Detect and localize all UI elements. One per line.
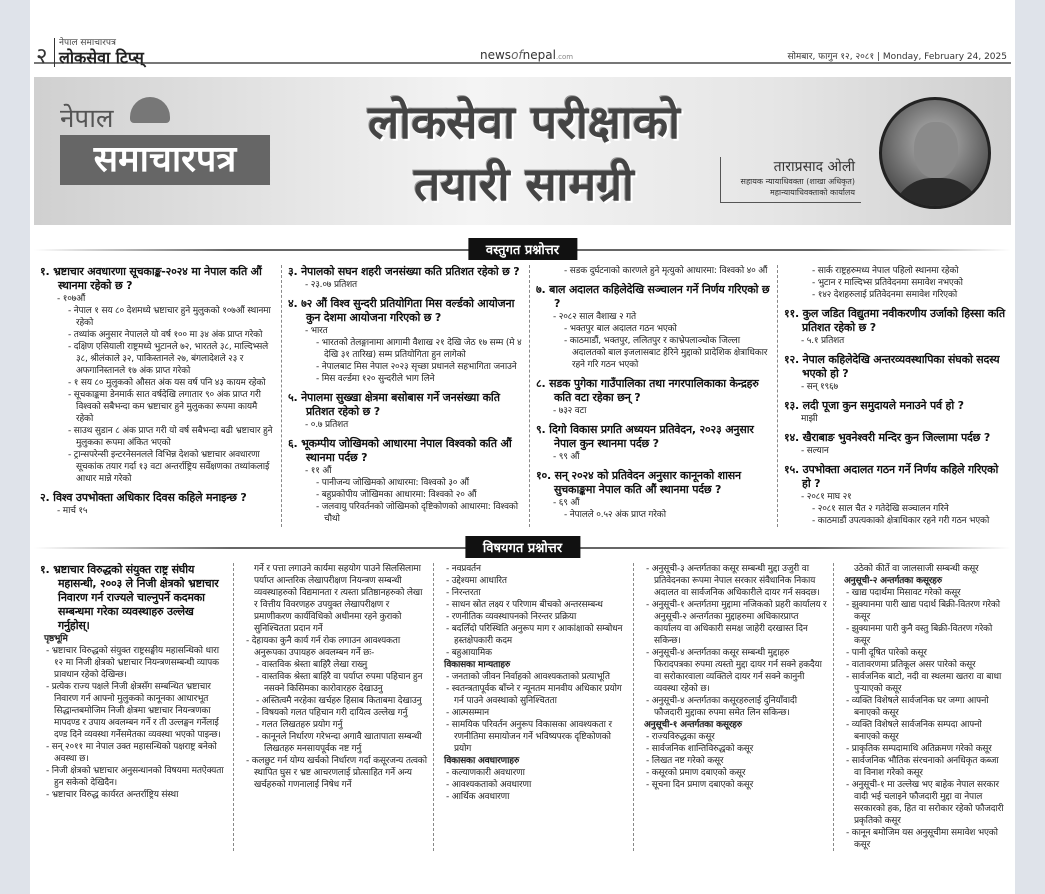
- site-logo: [480, 48, 573, 62]
- answer: - व्यक्ति विशेषले सार्वजनिक घर जग्गा आफ्नो बनाएको कसूर: [846, 696, 989, 718]
- answer-detail: - कानूनले निर्धारण गरेभन्दा अगावै खातापाता सम्बन्धी लिखतहरु मनसायपूर्वक नष्ट गर्नु: [256, 732, 422, 754]
- answer: - आर्थिक अवधारणा: [446, 792, 510, 802]
- column: [530, 265, 778, 527]
- section-sub: नेपाल समाचारपत्र: [59, 38, 117, 48]
- answer-detail: - काठमाडौं, भक्तपुर, ललितपुर र काभ्रेपलाञ्चोक जिल्ला अदालतको बाल इजलासबाट हेरिने मुद्दाको प्रादेशिक क्षेत्राधिकार रहने गरि गठन भएको: [564, 336, 768, 370]
- site-part: nepal: [522, 48, 556, 62]
- question: ४. ७२ औं विश्व सुन्दरी प्रतियोगिता मिस वर्ल्डको आयोजना कुन देशमा आयोजना गरिएको छ ?: [288, 297, 515, 324]
- answer-detail: - बहुप्रकोपीय जोखिमका आधारमा: विश्वको २० औं: [316, 490, 477, 500]
- answer-detail: - तथ्यांक अनुसार नेपालले यो वर्ष १०० मा ३४ अंक प्राप्त गरेको: [68, 330, 263, 340]
- answer-detail: - मिस वर्ल्डमा १२० सुन्दरीले भाग लिने: [316, 374, 435, 384]
- subheading: अनुसूची-१ अन्तर्गतका कसूरहरु: [644, 720, 742, 730]
- answer: - उद्देश्यमा आधारित: [446, 576, 507, 586]
- answer-detail: - वास्तविक श्रेस्ता बाहिरै लेखा राख्नु: [256, 660, 368, 670]
- answer: - भ्रष्टाचार विरुद्ध कार्यरत अन्तर्राष्ट्रिय संस्था: [46, 790, 179, 800]
- answer-detail: - २०८१ साल चैत २ गतेदेखि सञ्चालन गरिने: [812, 504, 949, 514]
- column: [282, 265, 530, 527]
- column: [834, 563, 1011, 851]
- column: [634, 563, 834, 851]
- answer: - जनताको जीवन निर्वाहको आवश्यकताको प्रत्याभूति: [446, 672, 610, 682]
- answer: - नवप्रवर्तन: [446, 564, 481, 574]
- answer: - ९९ औं: [553, 452, 580, 462]
- answer: - अनुसूची-३ अन्तर्गतका कसूर सम्बन्धी मुद्दा उजुरी वा प्रतिवेदनका रूपमा नेपाल सरकार संवैधानिक निकाय अदालत वा सार्वजनिक अधिकारीले दायर गर्न सक्दछ।: [646, 564, 820, 598]
- answer-detail: - भारतको तेलङ्गानामा आगामी वैशाख २१ देखि जेठ १७ सम्म (मे ४ देखि ३१ तारिख) सम्म प्रतियोगिता हुन लागेको: [316, 338, 522, 360]
- logo-top: नेपाल: [60, 104, 114, 134]
- site-part: news: [480, 48, 512, 62]
- column: [34, 265, 282, 527]
- question: १५. उपभोक्ता अदालत गठन गर्ने निर्णय कहिले गरिएको हो ?: [784, 463, 999, 490]
- section-heading: वस्तुगत प्रश्नोत्तर: [468, 238, 577, 260]
- subheading: विकासका मान्यताहरु: [444, 660, 511, 670]
- answer: - कसूरको प्रमाण दबाएको कसूर: [646, 768, 746, 778]
- answer-detail: - वास्तविक श्रेस्ता बाहिरै वा पर्याप्त रुपमा पहिचान हुन नसक्ने किसिमका कारोवारहरु देखाउनु: [256, 672, 423, 694]
- question: ३. नेपालको सघन शहरी जनसंख्या कति प्रतिशत रहेको छ ?: [288, 265, 520, 278]
- answer: - सार्वजनिक बाटो, नदी वा स्थलमा खतरा वा बाधा पुर्‍याएको कसूर: [846, 672, 1002, 694]
- answer-detail: - भक्तपुर बाल अदालत गठन भएको: [564, 324, 677, 334]
- answer: - ५.१ प्रतिशत: [801, 336, 845, 346]
- answer-detail: - नेपालबाट मिस नेपाल २०२३ सृच्छा प्रधानले सहभागिता जनाउने: [316, 362, 517, 372]
- title-line: लोकसेवा परीक्षाको: [367, 95, 681, 149]
- answer-detail: - सडक दुर्घटनाको कारणले हुने मृत्युको आधारमा: विश्वको ४० औं: [564, 266, 768, 276]
- answer: - ७३२ वटा: [553, 406, 587, 416]
- column: [34, 563, 234, 851]
- objective-columns: [34, 265, 1011, 527]
- page-header: [34, 38, 1011, 69]
- answer-detail: - ट्रान्सपरेन्सी इन्टरनेसनलले विभिन्न देशको भ्रष्टाचार अवधारणा सूचकांक तयार गर्दा १३ वटा अन्तर्राष्ट्रिय सर्वेक्षणका तथ्यांकलाई आधार मान्ने गरेको: [68, 450, 270, 484]
- answer: - सन् २०११ मा नेपाल उक्त महासन्धिको पक्षराष्ट्र बनेको अवस्था छ।: [46, 742, 217, 764]
- question: १२. नेपाल कहिलेदेखि अन्तरव्यवस्थापिका संघको सदस्य भएको हो ?: [784, 353, 1000, 380]
- subheading: पृष्ठभूमि: [44, 634, 68, 644]
- answer-detail: - सूचकाङ्कमा डेनमार्क सात वर्षदेखि लगातार ९० अंक प्राप्त गरी विश्वको सबैभन्दा कम भ्रष्टाचार हुने मुलुकका रूपमा कायमै रहेको: [68, 390, 261, 424]
- paragraph: उठेको कीर्ते वा जालसाजी सम्बन्धी कसूर: [854, 564, 979, 574]
- author-name: ताराप्रसाद ओली: [773, 159, 855, 175]
- answer: - सार्वजनिक भौतिक संरचनाको अनधिकृत कब्जा वा विनाश गरेको कसूर: [846, 756, 999, 778]
- answer: - झुक्यानमा पारी खाद्य पदार्थ बिक्री-वितरण गरेको कसूर: [846, 600, 1000, 622]
- answer: - कलछुट गर्न योग्य खर्चको निर्धारण गर्दा कसूरजन्य तत्वको स्थापित घुस र भ्रष्ट आचरणलाई प्रोत्साहित गर्ने अन्य खर्चहरुको गणनालाई निषेध गर्ने: [246, 756, 427, 790]
- answer: - अनुसूची-१ मा उल्लेख भए बाहेक नेपाल सरकार वादी भई चलाइने फौजदारी मुद्दा वा नेपाल सरकारको हक, हित वा सरोकार रहेको फौजदारी प्रकृतिको कसूर: [846, 780, 1004, 826]
- answer-detail: - दक्षिण एसियाली राष्ट्रमध्ये भुटानले ७२, भारतले ३८, माल्दिभ्सले ३८, श्रीलंकाले ३२, पाकिस्तानले २७, बंगलादेशले २३ र अफगानिस्तानले १७ अंक प्राप्त गरेको: [68, 342, 268, 376]
- answer-detail: - काठमाडौं उपत्यकाको क्षेत्राधिकार रहने गरी गठन भएको: [812, 516, 990, 526]
- answer-detail: - भुटान र माल्दिभ्स प्रतिवेदनमा समावेश नभएको: [812, 278, 963, 288]
- subjective-section-header: [34, 541, 1011, 556]
- newspaper-page: [30, 0, 1015, 894]
- subheading: अनुसूची-२ अन्तर्गतका कसूरहरु: [844, 576, 942, 586]
- question: ६. भूकम्पीय जोखिमको आधारमा नेपाल विश्वको कति औं स्थानमा पर्दछ ?: [288, 437, 512, 464]
- answer-detail: - जलवायु परिवर्तनको जोखिमको दृष्टिकोणको आधारमा: विश्वको चौथो: [316, 502, 518, 524]
- subheading: विकासका अवधारणाहरु: [444, 756, 520, 766]
- section-title: लोकसेवा टिप्स्: [59, 48, 144, 67]
- emblem-icon: [130, 97, 170, 123]
- question: ५. नेपालमा सुख्खा क्षेत्रमा बसोबास गर्ने जनसंख्या कति प्रतिशत रहेको छ ?: [288, 391, 500, 418]
- answer: - मार्च १५: [57, 506, 88, 516]
- answer: - लिखत नष्ट गरेको कसूर: [646, 756, 724, 766]
- answer: - साधन स्रोत लक्ष्य र परिणाम बीचको अन्तरसम्बन्ध: [446, 600, 603, 610]
- answer: - भ्रष्टाचार विरुद्धको संयुक्त राष्ट्रसङ्घीय महासन्धिको धारा १२ मा निजी क्षेत्रको भ्रष्टाचार नियन्त्रणसम्बन्धी व्यापक प्रावधान रहेको देखिन्छ।: [46, 646, 219, 680]
- answer: - २०८१ माघ २१: [801, 492, 852, 502]
- answer: - बहुआयामिक: [446, 648, 492, 658]
- answer: - वातावरणमा प्रतिकूल असर पारेको कसूर: [846, 660, 976, 670]
- title-line: तयारी सामग्री: [414, 157, 634, 211]
- column: [434, 563, 634, 851]
- answer-detail: - विषयको गलत पहिचान गरी दायित्व उल्लेख गर्नु: [256, 708, 408, 718]
- banner-title: [324, 91, 724, 215]
- content-sections: [34, 238, 1011, 851]
- answer-detail: - गलत लिखतहरु प्रयोग गर्नु: [256, 720, 343, 730]
- answer: - निरन्तरता: [446, 588, 481, 598]
- answer: - २३.०७ प्रतिशत: [305, 280, 357, 290]
- answer: - झुक्यानमा पारी कुनै वस्तु बिक्री-वितरण गरेको कसूर: [846, 624, 993, 646]
- objective-section-header: [34, 243, 1011, 258]
- section-heading: विषयगत प्रश्नोत्तर: [465, 536, 580, 558]
- question: ७. बाल अदालत कहिलेदेखि सञ्चालन गर्ने निर्णय गरिएको छ ?: [536, 283, 770, 310]
- answer: - प्रत्येक राज्य पक्षले निजी क्षेत्रसँग सम्बन्धित भ्रष्टाचार निवारण गर्न आफ्नो मुलुकको कानूनका आधारभूत सिद्धान्तबमोजिम निजी क्षेत्रमा भ्रष्टाचार नियन्त्रणका मापदण्ड र उपाय अवलम्बन गर्ने र ती उल्लङ्घन गर्नेलाई दण्ड दिने व्यवस्था गर्नेसमेतका व्यवस्था भएको पाइन्छ।: [46, 682, 221, 740]
- banner: [34, 77, 1011, 225]
- answer: - अनुसूची-४ अन्तर्गतका कसूरहरुलाई दुनियाँवादी फौजदारी मुद्दाका रुपमा समेत लिन सकिन्छ।: [646, 696, 797, 718]
- answer: - खाद्य पदार्थमा मिसावट गरेको कसूर: [846, 588, 961, 598]
- answer: - कानून बमोजिम यस अनुसूचीमा समावेश भएको कसूर: [846, 828, 998, 850]
- answer: - सूचना दिन प्रमाण दबाएको कसूर: [646, 780, 754, 790]
- answer: - प्राकृतिक सम्पदामाथि अतिक्रमण गरेको कसूर: [846, 744, 992, 754]
- answer: - बदलिँदो परिस्थिति अनुरूप माग र आकांक्षाको सम्बोधन हस्तक्षेपकारी कदम: [446, 624, 623, 646]
- page-number: २: [36, 44, 48, 69]
- answer-detail: - नेपाल १ सय ८० देशमध्ये भ्रष्टाचार हुने मुलुकको १०७औं स्थानमा रहेको: [68, 306, 271, 328]
- answer: - सल्यान: [801, 446, 829, 456]
- answer: - राज्यविरुद्धका कसूर: [646, 732, 715, 742]
- answer: - व्यक्ति विशेषले सार्वजनिक सम्पदा आफ्नो बनाएको कसूर: [846, 720, 982, 742]
- answer-detail: - १ सय ८० मुलुकको औसत अंक यस वर्ष पनि ४३ कायम रहेको: [68, 378, 266, 388]
- author-role: सहायक न्यायाधिवक्ता (शाखा अधिकृत): [740, 177, 855, 186]
- column: [234, 563, 434, 851]
- question: ८. सडक पुगेका गाउँपालिका तथा नगरपालिकाका केन्द्रहरु कति वटा रहेका छन् ?: [536, 377, 759, 404]
- author-photo: [879, 97, 991, 209]
- question: १३. लदी पूजा कुन समुदायले मनाउने पर्व हो ?: [784, 399, 964, 412]
- answer: - सामयिक परिवर्तन अनुरूप विकासका आवश्यकता र रणनीतिमा समायोजन गर्ने भविष्यपरक दृष्टिकोणको प्रयोग: [446, 720, 612, 754]
- answer: - ६९ औं: [553, 498, 580, 508]
- author-office: महान्यायाधिवक्ताको कार्यालय: [770, 188, 855, 197]
- answer: - पानी दूषित पारेको कसूर: [846, 648, 927, 658]
- site-part: .com: [555, 53, 574, 61]
- answer: - अनुसूची-४ अन्तर्गतका कसूर सम्बन्धी मुद्दाहरु फिरादपत्रका रुपमा त्यस्तो मुद्दा दायर गर्न सक्ने हकदैया वा सरोकारवाला व्यक्तिले दायर गर्न सक्ने कानुनी व्यवस्था रहेको छ।: [646, 648, 822, 694]
- subjective-columns: [34, 563, 1011, 851]
- issue-date: सोमबार, फागुन १२, २०८१ | Monday, February 24, 2025: [787, 52, 1007, 62]
- question: १. भ्रष्टाचार अवधारणा सूचकाङ्क-२०२४ मा नेपाल कति औं स्थानमा रहेको छ ?: [40, 265, 262, 292]
- question: १४. खैराबाङ भुवनेश्वरी मन्दिर कुन जिल्लामा पर्दछ ?: [784, 431, 991, 444]
- answer: - १०७औं: [57, 294, 86, 304]
- author-box: [720, 157, 861, 203]
- answer-detail: - नेपालले ०.५२ अंक प्राप्त गरेको: [564, 510, 666, 520]
- answer: माझी: [801, 414, 818, 424]
- answer: - ११ औं: [305, 466, 332, 476]
- answer: - सन् १९६७: [801, 382, 838, 392]
- answer: - देहायका कुनै कार्य गर्न रोक लगाउन आवश्यकता अनुरूपका उपायहरु अवलम्बन गर्ने छः-: [246, 636, 401, 658]
- answer: - रणनीतिक व्यवस्थापनको निरन्तर प्रक्रिया: [446, 612, 577, 622]
- question: २. विश्व उपभोक्ता अधिकार दिवस कहिले मनाइन्छ ?: [40, 491, 247, 504]
- answer: - स्वतन्त्रतापूर्वक बाँच्ने र न्यूनतम मानवीय अधिकार प्रयोग गर्न पाउने अवस्थाको सुनिश्चितता: [446, 684, 622, 706]
- answer: - निजी क्षेत्रको भ्रष्टाचार अनुसन्धानको विषयमा मतऐक्यता हुन सकेको देखिदैन।: [46, 766, 224, 788]
- answer-detail: - सार्क राष्ट्रहरुमध्य नेपाल पहिलो स्थानमा रहेको: [812, 266, 959, 276]
- answer: - भारत: [305, 326, 328, 336]
- answer-detail: - अस्तित्वमै नरहेका खर्चहरु हिसाब किताबमा देखाउनु: [256, 696, 422, 706]
- answer: - २०८२ साल वैशाख २ गते: [553, 312, 636, 322]
- answer: - आत्मसम्मान: [446, 708, 489, 718]
- question: १. भ्रष्टाचार विरुद्धको संयुक्त राष्ट्र संघीय महासन्धी, २००३ ले निजी क्षेत्रको भ्रष्टाचार निवारण गर्न राज्यले चाल्नुपर्ने कदमका सम्बन्धमा गरेका व्यवस्थाहरु उल्लेख गर्नुहोस्।: [40, 563, 219, 632]
- answer-detail: - साउथ सुडान ८ अंक प्राप्त गरी यो वर्ष सबैभन्दा बढी भ्रष्टाचार हुने मुलुकका रूपमा अंकित भएको: [68, 426, 273, 448]
- answer-detail: - पानीजन्य जोखिमको आधारमा: विश्वको ३० औं: [316, 478, 469, 488]
- answer: - सार्वजनिक शान्तिविरुद्धको कसूर: [646, 744, 754, 754]
- paragraph: गर्ने र पत्ता लगाउने कार्यमा सहयोग पाउने सिलसिलामा पर्याप्त आन्तरिक लेखापरीक्षण नियन्त्रण सम्बन्धी व्यवस्थाहरुको विद्यमानता र त्यस्ता प्रतिष्ठानहरुको लेखा र वित्तीय विवरणहरु उपयुक्त लेखापरीक्षण र प्रमाणीकरण कार्यविधिको अधीनमा रहने कुराको सुनिश्चितता प्रदान गर्ने: [254, 564, 423, 634]
- answer: - अनुसूची-१ अन्तर्गतमा मुद्दामा नजिकको प्रहरी कार्यालय र अनुसूची-२ अन्तर्गतका मुद्दाहरुमा अधिकारप्राप्त कार्यालय वा अधिकारी समक्ष जाहेरी दरखास्त दिन सकिन्छ।: [646, 600, 827, 646]
- answer: - ०.७ प्रतिशत: [305, 420, 349, 430]
- answer: - आवश्यकताको अवधारणा: [446, 780, 532, 790]
- question: ११. कुल जडित विद्युतमा नवीकरणीय उर्जाको हिस्सा कति प्रतिशत रहेको छ ?: [784, 307, 1005, 334]
- question: १०. सन् २०२४ को प्रतिवेदन अनुसार कानूनको शासन सुचकाङ्कमा नेपाल कति औं स्थानमा पर्दछ ?: [536, 469, 741, 496]
- answer: - कल्याणकारी अवधारणा: [446, 768, 525, 778]
- answer-detail: - १४२ देशहरुलाई प्रतिवेदनमा समावेश गरिएको: [812, 290, 957, 300]
- site-part: of: [511, 48, 523, 62]
- section-label: [54, 38, 144, 67]
- column: [778, 265, 1011, 527]
- question: ९. दिगो विकास प्रगति अध्ययन प्रतिवेदन, २०२३ अनुसार नेपाल कुन स्थानमा पर्दछ ?: [536, 423, 754, 450]
- logo-main: समाचारपत्र: [60, 135, 270, 185]
